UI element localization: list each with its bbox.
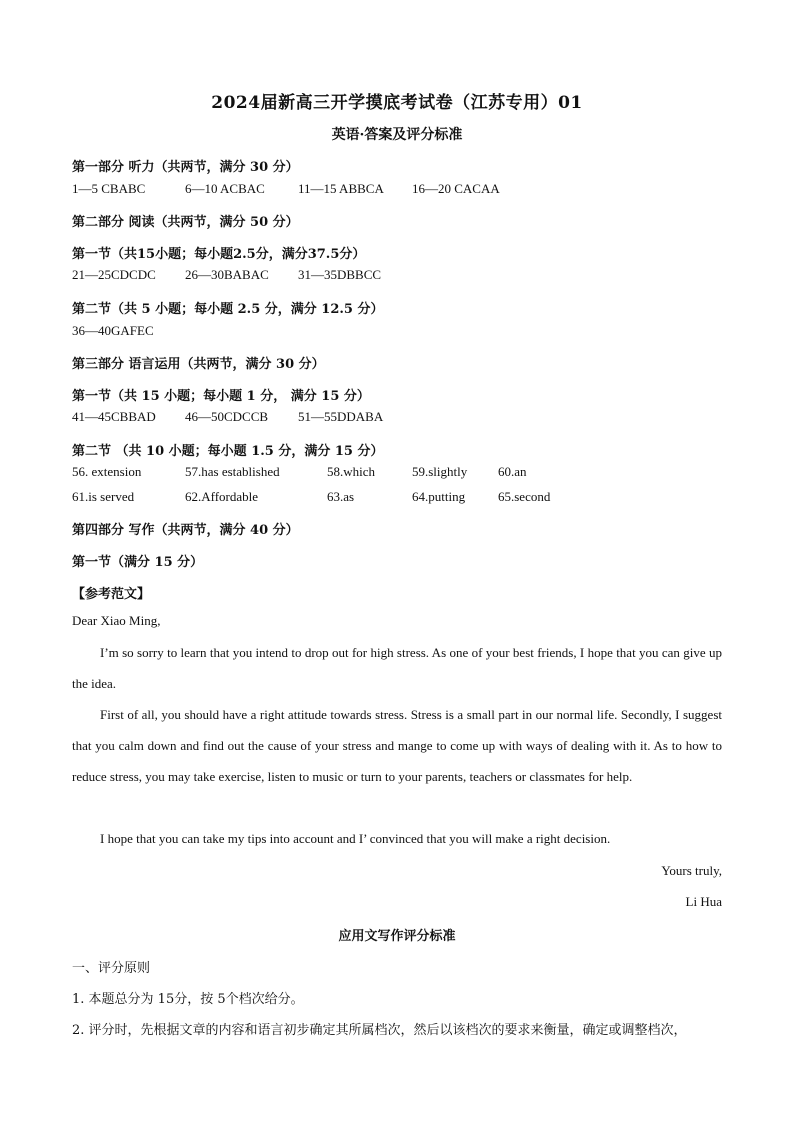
part3-heading: 第三部分 语言运用（共两节，满分 30 分） (72, 357, 325, 372)
part3-blank-answer: 58.which (327, 464, 376, 479)
letter-paragraph: I’m so sorry to learn that you intend to drop out for high stress. As one of your best friends, I hope that you can give up the idea. (72, 645, 722, 691)
part2-section1-heading: 第一节（共15小题；每小题2.5分，满分37.5分） (72, 247, 366, 262)
part3-blank-answer: 63.as (327, 489, 355, 504)
part4-section1-heading: 第一节（满分 15 分） (72, 555, 204, 570)
part1-heading: 第一部分 听力（共两节，满分 30 分） (72, 160, 299, 175)
letter-paragraph: First of all, you should have a right attitude towards stress. Stress is a small part in our normal life. Secondly, I suggest that you calm down and find out the cause of your stress and mange to come up with ways of dealing with it. As to how to reduce stress, you may take exercise, listen to music or turn to your parents, teachers or classmates for help. (72, 707, 722, 784)
part3-blank-answer: 61.is served (72, 489, 135, 504)
criteria-heading: 应用文写作评分标准 (338, 929, 456, 944)
letter-greeting: Dear Xiao Ming, (72, 613, 161, 628)
part3-blank-answer: 57.has established (185, 464, 280, 479)
part3-section1-answer: 46—50CDCCB (185, 409, 269, 424)
part3-section1-answer: 51—55DDABA (298, 409, 384, 424)
letter-closing: Yours truly, (661, 863, 722, 878)
page-title: 2024届新高三开学摸底考试卷（江苏专用）01 (211, 93, 583, 113)
part2-heading: 第二部分 阅读（共两节，满分 50 分） (72, 215, 299, 230)
part3-blank-answer: 64.putting (412, 489, 466, 504)
part3-blank-answer: 62.Affordable (185, 489, 259, 504)
part2-section1-answer: 31—35DBBCC (298, 267, 382, 282)
letter-paragraph: I hope that you can take my tips into account and I’ convinced that you will make a right decision. (100, 831, 611, 846)
sample-essay-label: 【参考范文】 (72, 587, 151, 602)
part3-blank-answer: 59.slightly (412, 464, 468, 479)
criteria-principle: 一、评分原则 (72, 961, 151, 976)
page-subtitle: 英语·答案及评分标准 (331, 127, 463, 143)
part1-answer: 11—15 ABBCA (298, 181, 384, 196)
part1-answer: 1—5 CBABC (72, 181, 146, 196)
part4-heading: 第四部分 写作（共两节，满分 40 分） (72, 523, 299, 538)
part2-section2-heading: 第二节（共 5 小题；每小题 2.5 分，满分 12.5 分） (72, 302, 384, 317)
part2-section1-answer: 26—30BABAC (185, 267, 269, 282)
letter-signature: Li Hua (685, 894, 722, 909)
part3-section1-heading: 第一节（共 15 小题；每小题 1 分， 满分 15 分） (72, 389, 370, 404)
criteria-item: 2. 评分时，先根据文章的内容和语言初步确定其所属档次，然后以该档次的要求来衡量，确定或调整档次， (72, 1023, 687, 1038)
part3-blank-answer: 65.second (498, 489, 551, 504)
part3-section2-heading: 第二节 （共 10 小题；每小题 1.5 分，满分 15 分） (72, 444, 384, 459)
part3-blank-answer: 60.an (498, 464, 527, 479)
part2-section2-answer: 36—40GAFEC (72, 323, 154, 338)
part1-answer: 16—20 CACAA (412, 181, 500, 196)
criteria-item: 1. 本题总分为 15分，按 5个档次给分。 (72, 992, 304, 1007)
part3-section1-answer: 41—45CBBAD (72, 409, 156, 424)
part3-blank-answer: 56. extension (72, 464, 142, 479)
part1-answer: 6—10 ACBAC (185, 181, 265, 196)
part2-section1-answer: 21—25CDCDC (72, 267, 156, 282)
